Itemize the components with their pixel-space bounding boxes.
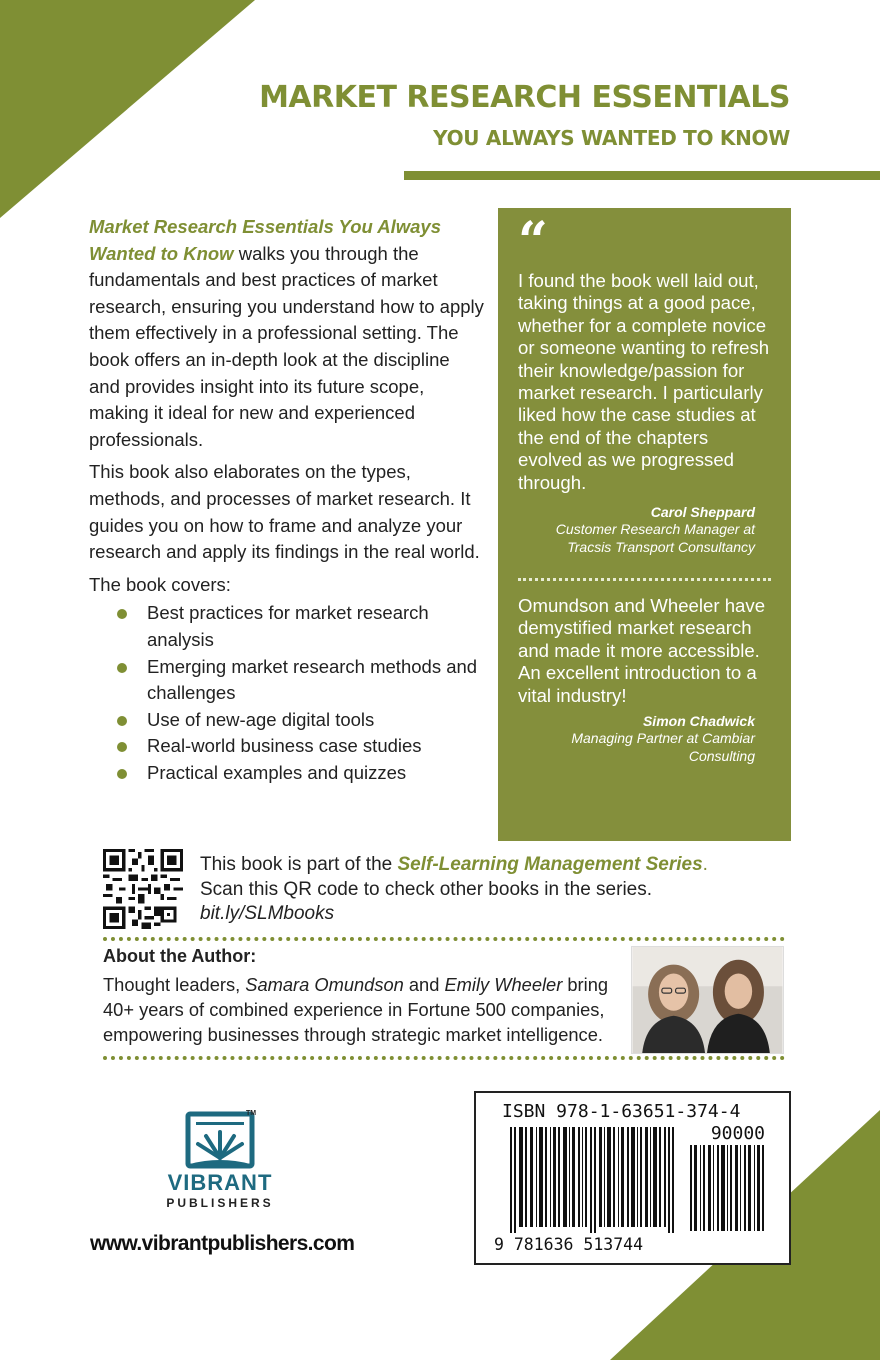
about-author-text <box>103 972 628 1047</box>
testimonial-author: Simon Chadwick <box>642 713 755 730</box>
author-name: Emily Wheeler <box>444 974 563 995</box>
price-code: 90000 <box>710 1123 765 1144</box>
testimonial-role: Managing Partner at Cambiar <box>571 730 755 747</box>
covers-list <box>89 600 484 786</box>
book-subtitle: YOU ALWAYS WANTED TO KNOW <box>433 126 790 150</box>
publisher-website[interactable]: www.vibrantpublishers.com <box>90 1232 355 1255</box>
series-note <box>200 853 708 927</box>
book-description <box>89 214 484 786</box>
publisher-name: VIBRANT <box>167 1170 273 1195</box>
series-line-1 <box>200 853 708 878</box>
intro-text: walks you through the fundamentals and best practices of market research, ensuring you understand how to apply them effectively in a professional setting. The book offers an in-depth look at the discipline and provides insight into its future scope, making it ideal for new and experienced professionals. <box>89 242 484 450</box>
testimonial-role: Customer Research Manager at <box>555 521 755 538</box>
testimonial-role: Tracsis Transport Consultancy <box>567 539 755 556</box>
list-item: Use of new-age digital tools <box>89 707 484 734</box>
second-paragraph: This book also elaborates on the types, methods, and processes of market research. It guides you on how to frame and analyze your research and apply its findings in the real world. <box>89 461 480 563</box>
testimonial-divider <box>518 578 771 581</box>
testimonial-text: Omundson and Wheeler have demystified market research and made it more accessible. An excellent introduction to a vital industry! <box>518 595 766 706</box>
author-name: Samara Omundson <box>245 974 404 995</box>
ean-barcode-icon <box>510 1127 680 1233</box>
author-text-prefix: Thought leaders, <box>103 974 246 995</box>
list-item: Best practices for market research analysis <box>89 600 484 653</box>
author-text-and: and <box>403 974 445 995</box>
corner-decoration-top-left <box>0 0 260 220</box>
ean-digits: 9 781636 513744 <box>494 1235 644 1254</box>
series-line-2: Scan this QR code to check other books in the series. <box>200 878 653 900</box>
isbn-barcode <box>474 1091 791 1265</box>
dotted-divider <box>103 937 785 941</box>
series-suffix: . <box>702 854 708 875</box>
dotted-divider <box>103 1056 785 1060</box>
quote-mark-icon: “ <box>518 211 548 272</box>
list-item: Real-world business case studies <box>89 733 484 760</box>
testimonials-box <box>498 208 791 841</box>
publisher-sub: PUBLISHERS <box>166 1196 274 1210</box>
covers-heading: The book covers: <box>89 573 231 595</box>
series-name: Self-Learning Management Series <box>397 854 703 875</box>
testimonial-author: Carol Sheppard <box>650 504 755 521</box>
price-addon-barcode-icon <box>690 1145 770 1231</box>
testimonial-role: Consulting <box>688 748 755 765</box>
trademark-mark: TM <box>246 1110 257 1117</box>
about-author-heading: About the Author: <box>103 946 257 966</box>
series-prefix: This book is part of the <box>200 854 398 875</box>
intro-paragraph <box>89 214 484 453</box>
book-title: MARKET RESEARCH ESSENTIALS <box>259 80 790 115</box>
title-rule <box>404 171 880 180</box>
book-name-emphasis: Market Research Essentials You Always Wanted to Know <box>89 216 442 264</box>
author-text-rest: bring 40+ years of combined experience in Fortune 500 companies, empowering businesses through strategic market intelligence. <box>103 974 609 1045</box>
qr-code-icon[interactable] <box>103 849 183 929</box>
list-item: Practical examples and quizzes <box>89 760 484 787</box>
isbn-number: ISBN 978-1-63651-374-4 <box>502 1101 741 1122</box>
author-photo <box>631 946 784 1054</box>
list-item: Emerging market research methods and challenges <box>89 654 484 707</box>
testimonial-text: I found the book well laid out, taking things at a good pace, whether for a complete novice or someone wanting to refresh their knowledge/passion for market research. I particularly liked how the case studies at the end of the chapters evolved as we progressed through. <box>518 270 770 493</box>
series-link[interactable]: bit.ly/SLMbooks <box>200 903 335 924</box>
